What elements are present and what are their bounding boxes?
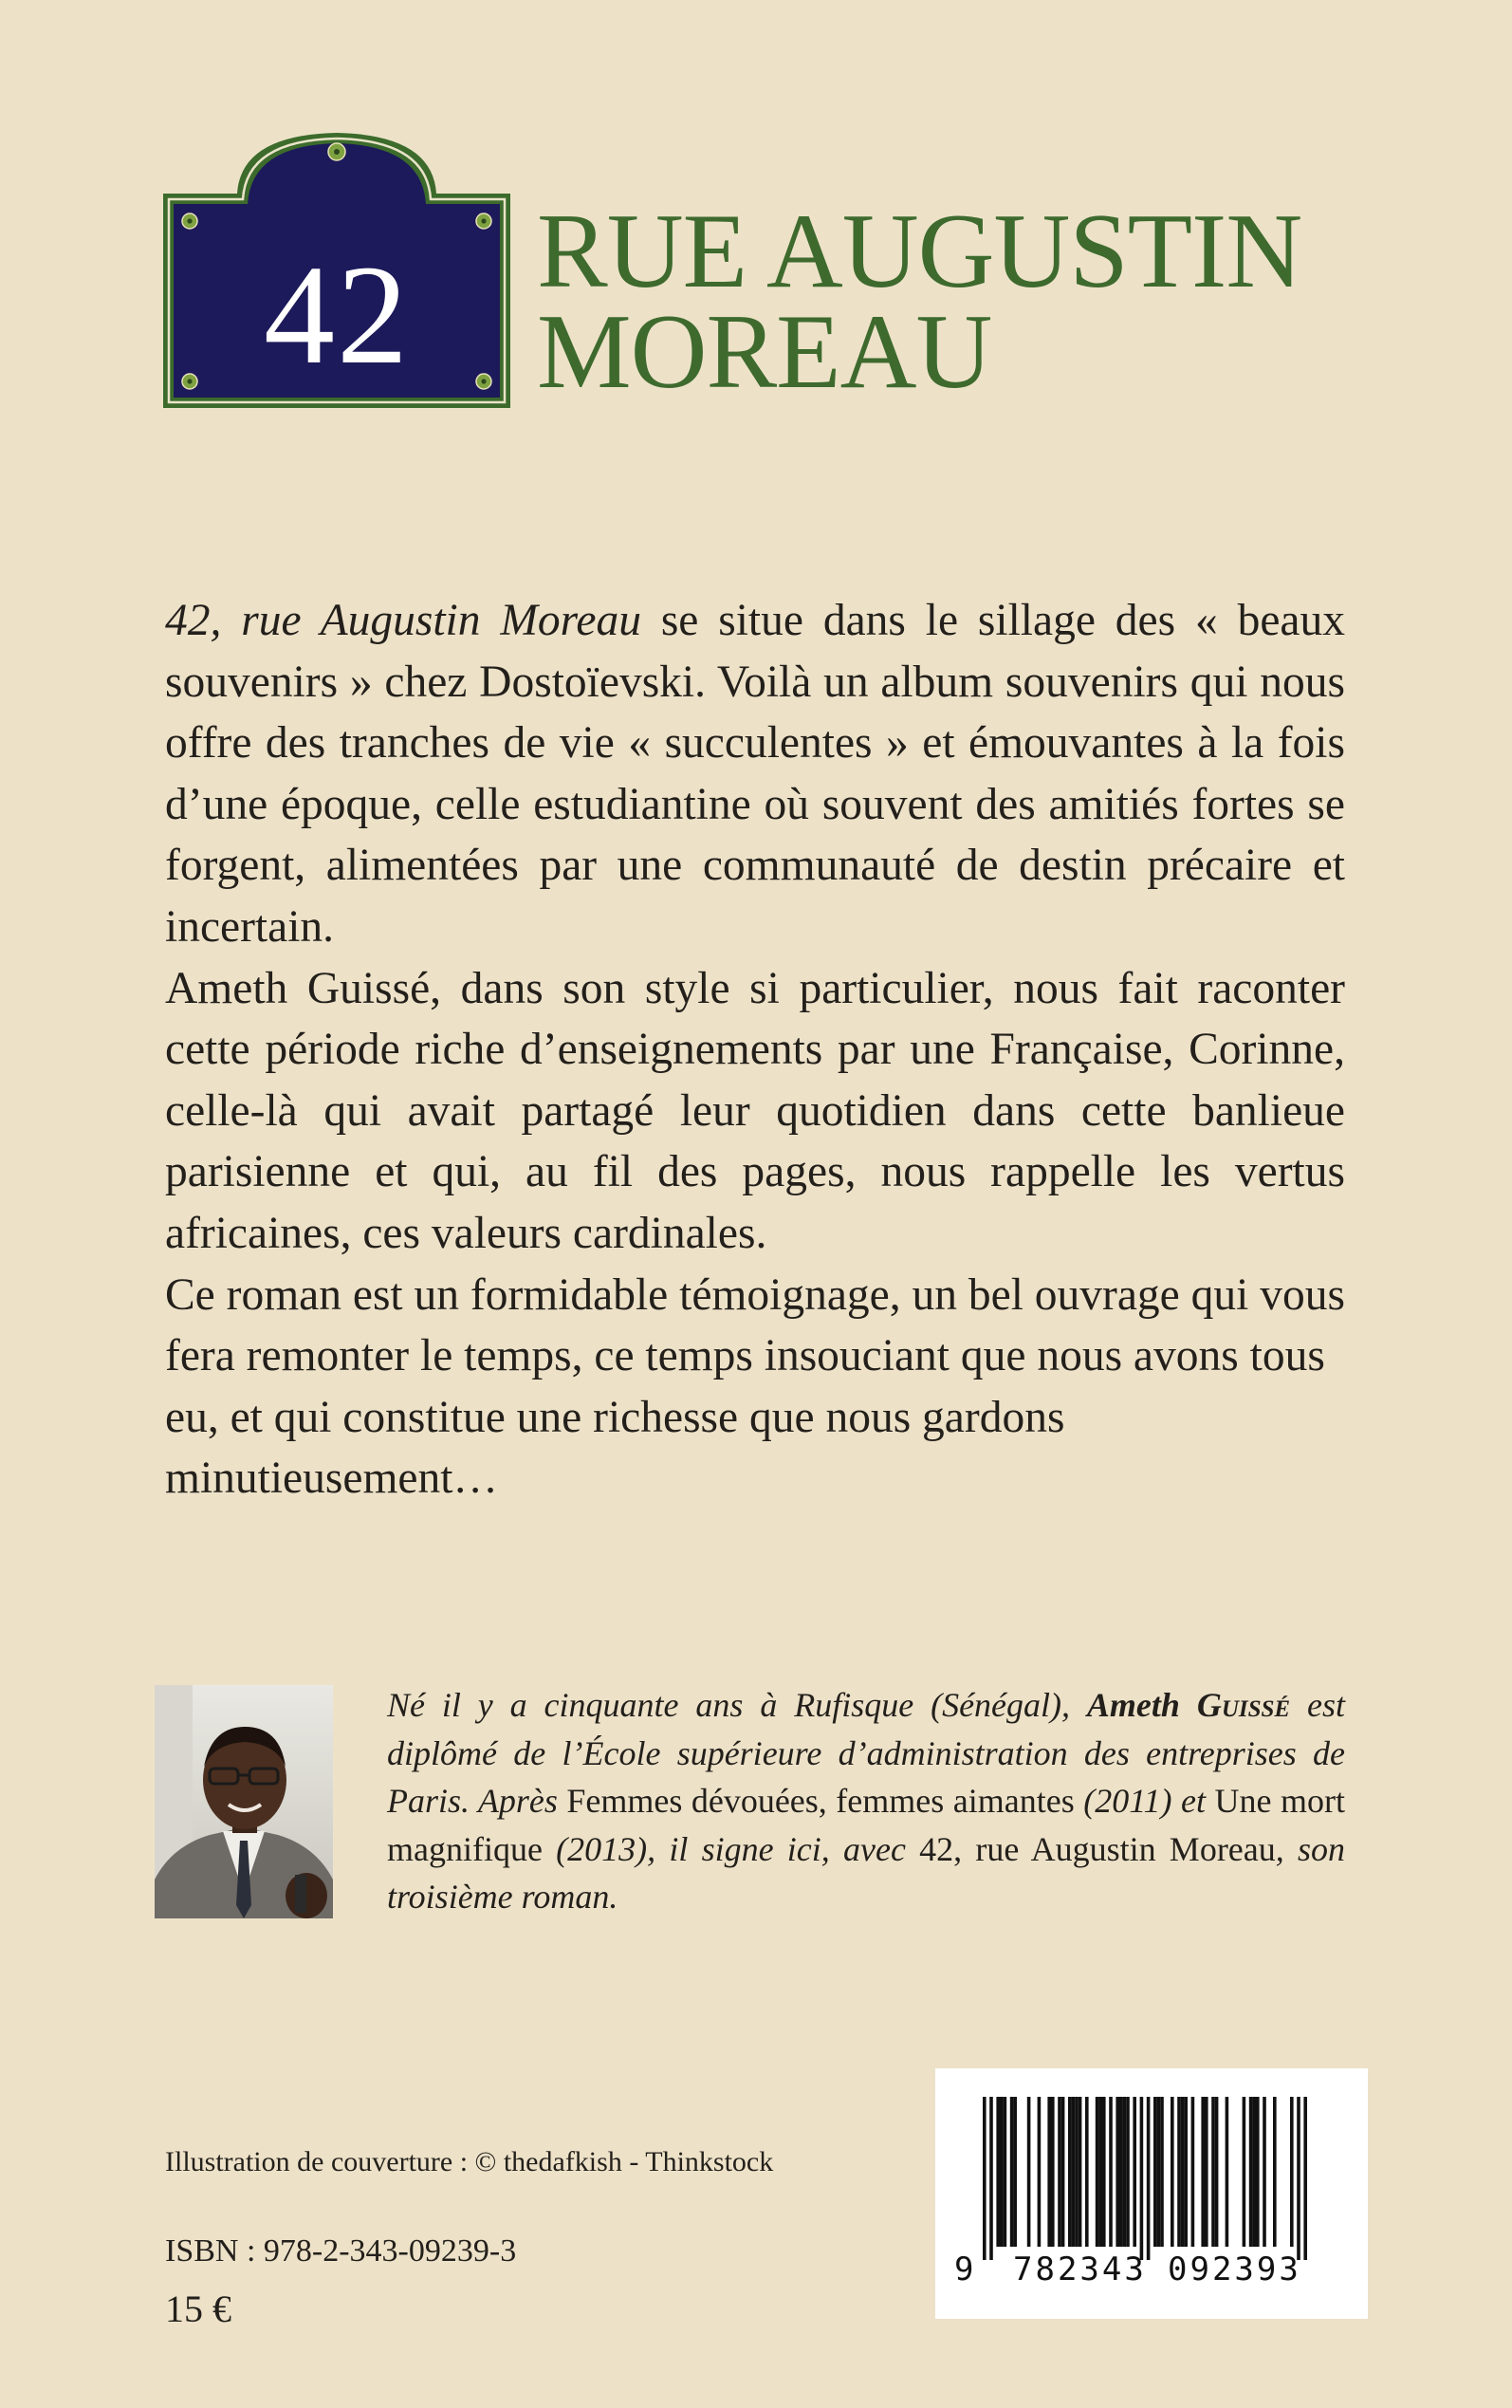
author-name: Ameth Guissé — [1086, 1686, 1291, 1724]
barcode-bar — [1297, 2097, 1300, 2260]
barcode-bar — [1205, 2097, 1208, 2247]
book-title — [537, 193, 1302, 411]
author-photo — [155, 1685, 333, 1918]
blurb-paragraph-3: Ce roman est un formidable témoignage, un bel ouvrage qui vous fera remonter le temps, ce temps insouciant que nous avons tous eu, et qui constitue une richesse que nous gardons minutieusement… — [165, 1269, 1345, 1504]
barcode-bar — [1126, 2097, 1130, 2247]
barcode-bar — [1303, 2097, 1307, 2260]
street-sign — [163, 133, 510, 408]
barcode-bar — [1004, 2097, 1007, 2247]
book-title-3: 42, rue Augustin Moreau — [919, 1829, 1276, 1868]
barcode-bar — [1010, 2097, 1014, 2247]
blurb-paragraph-2: Ameth Guissé, dans son style si particulier, nous fait raconter cette période riche d’enseignements par une Française, Corinne, celle-là qui avait partagé leur quotidien dans cette banlieue parisienne et qui, au fil des pages, nous rappelle les vertus africaines, ces valeurs cardinales. — [165, 963, 1345, 1258]
barcode-bar — [1184, 2097, 1188, 2247]
isbn: ISBN : 978-2-343-09239-3 — [165, 2233, 517, 2269]
barcode-bar — [996, 2097, 1000, 2247]
barcode-bar — [1098, 2097, 1102, 2247]
barcode-bar — [1153, 2097, 1157, 2247]
barcode-bar — [1109, 2097, 1113, 2247]
book-title-2: Une mort magnifique — [387, 1782, 1345, 1868]
barcode-bar — [1226, 2097, 1229, 2247]
barcode-graphic — [935, 2068, 1368, 2319]
barcode-bar — [1085, 2097, 1089, 2247]
barcode-bar — [1256, 2097, 1260, 2247]
barcode-bar — [1215, 2097, 1219, 2247]
barcode-bar — [1252, 2097, 1256, 2247]
barcode-bar — [983, 2097, 986, 2260]
barcode-bar — [1243, 2097, 1246, 2247]
blurb-book-title: 42, rue Augustin Moreau — [165, 596, 641, 645]
barcode-bar — [1249, 2097, 1253, 2247]
barcode-digit-first: 9 — [954, 2251, 974, 2288]
barcode-bars — [983, 2097, 1307, 2260]
barcode-bar — [1290, 2097, 1294, 2247]
title-line-2: MOREAU — [537, 293, 992, 411]
barcode-bar — [1116, 2097, 1119, 2247]
barcode-bar — [1058, 2097, 1061, 2247]
barcode-bar — [1075, 2097, 1079, 2247]
book-title-1: Femmes dévouées, femmes aimantes — [566, 1782, 1075, 1820]
barcode-bar — [1119, 2097, 1123, 2247]
barcode-bar — [1140, 2097, 1144, 2260]
barcode-bar — [1177, 2097, 1181, 2247]
barcode-bar — [1068, 2097, 1072, 2247]
barcode-bar — [1160, 2097, 1164, 2247]
barcode — [935, 2068, 1368, 2319]
barcode-bar — [1147, 2097, 1151, 2260]
barcode-bar — [1133, 2097, 1136, 2247]
barcode-bar — [989, 2097, 993, 2260]
barcode-bar — [1123, 2097, 1127, 2247]
street-number: 42 — [264, 236, 410, 394]
barcode-bar — [1171, 2097, 1174, 2247]
barcode-bar — [1263, 2097, 1266, 2247]
author-bio: Né il y a cinquante ans à Rufisque (Sénégal), Ameth Guissé est diplômé de l’École supérieure d’administration des entreprises de Paris. Après Femmes dévouées, femmes aimantes (2011) et Une mort magnifique (2013), il signe ici, avec 42, rue Augustin Moreau, son troisième roman. — [387, 1686, 1345, 1916]
barcode-bar — [1051, 2097, 1055, 2247]
price: 15 € — [165, 2288, 231, 2330]
barcode-bar — [1201, 2097, 1205, 2247]
barcode-digits-left: 782343 — [1013, 2251, 1147, 2288]
barcode-bar — [1072, 2097, 1076, 2247]
barcode-bar — [1096, 2097, 1099, 2247]
barcode-bar — [1211, 2097, 1215, 2247]
barcode-bar — [1038, 2097, 1042, 2247]
barcode-bar — [1191, 2097, 1195, 2247]
illustration-credit: Illustration de couverture : © thedafkish - Thinkstock — [165, 2146, 774, 2177]
back-cover-blurb — [165, 590, 1345, 1510]
barcode-digits-right: 092393 — [1168, 2251, 1301, 2288]
barcode-bar — [1157, 2097, 1161, 2247]
barcode-bar — [1047, 2097, 1051, 2247]
barcode-bar — [1273, 2097, 1277, 2247]
barcode-bar — [1102, 2097, 1106, 2247]
blurb-paragraph-1: 42, rue Augustin Moreau se situe dans le sillage des « beaux souvenirs » chez Dostoïevski. Voilà un album souvenirs qui nous offre des tranches de vie « succulentes » et émouvantes à la fois d’une époque, celle estudiantine où souvent des amitiés fortes se forgent, alimentées par une communauté de destin précaire et incertain. — [165, 596, 1345, 952]
barcode-bar — [1079, 2097, 1082, 2247]
barcode-bar — [1000, 2097, 1004, 2247]
title-line-1: RUE AUGUSTIN — [537, 193, 1302, 310]
barcode-bar — [1181, 2097, 1185, 2247]
barcode-bar — [1013, 2097, 1017, 2247]
barcode-bar — [1027, 2097, 1031, 2247]
barcode-bar — [1061, 2097, 1065, 2247]
